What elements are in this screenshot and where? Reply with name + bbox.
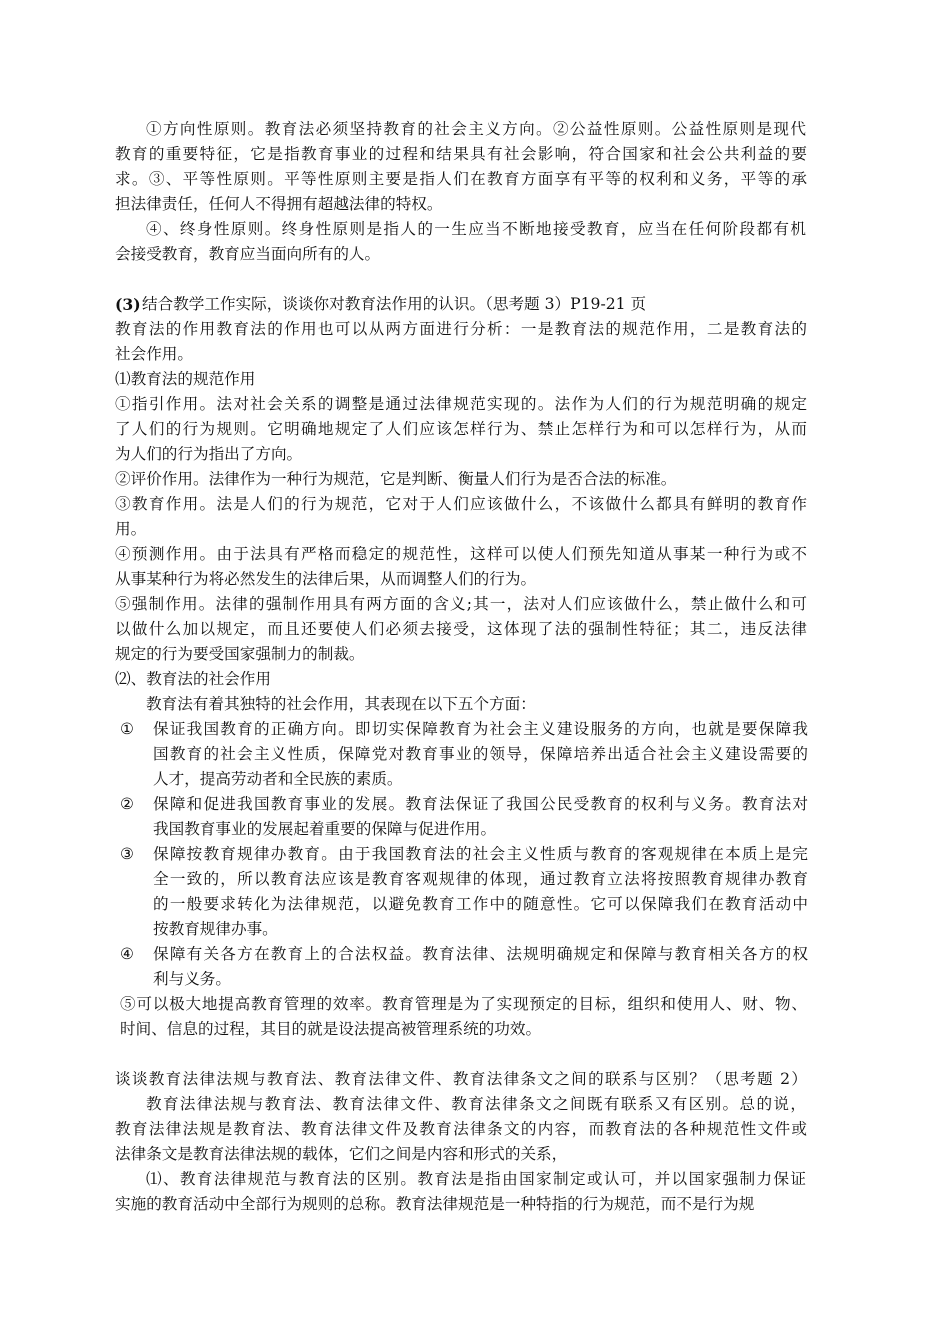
text-line: 利与义务。 <box>153 970 231 988</box>
text-line: 保障和促进我国教育事业的发展。教育法保证了我国公民受教育的权利与义务。教育法对 <box>153 795 808 813</box>
text-line: 保证我国教育的正确方向。即切实保障教育为社会主义建设服务的方向，也就是要保障我 <box>153 720 808 738</box>
text-line: 教育法律法规与教育法、教育法律文件、教育法律条文之间既有联系又有区别。总的说， <box>146 1095 806 1113</box>
text-line: ⑴、教育法律规范与教育法的区别。教育法是指由国家制定或认可，并以国家强制力保证 <box>146 1170 806 1188</box>
text-line: ③ <box>120 845 134 863</box>
text-line: 以做什么加以规定，而且还要使人们必须去接受，这体现了法的强制性特征；其二，违反法律 <box>115 620 807 638</box>
text-line: 为人们的行为指出了方向。 <box>115 445 303 463</box>
text-line: 法律条文是教育法律法规的载体，它们之间是内容和形式的关系， <box>115 1145 568 1163</box>
text-line: 从事某种行为将必然发生的法律后果，从而调整人们的行为。 <box>115 570 537 588</box>
text-line: 人才，提高劳动者和全民族的素质。 <box>153 770 403 788</box>
text-line: 按教育规律办事。 <box>153 920 278 938</box>
text-line: 求。③、平等性原则。平等性原则主要是指人们在教育方面享有平等的权利和义务，平等的承 <box>115 170 807 188</box>
text-line: 教育法的作用教育法的作用也可以从两方面进行分析：一是教育法的规范作用，二是教育法的 <box>115 320 807 338</box>
text-line: ⑴教育法的规范作用 <box>115 370 256 388</box>
text-line: ③教育作用。法是人们的行为规范，它对于人们应该做什么，不该做什么都具有鲜明的教育作 <box>115 495 807 513</box>
text-line: 教育的重要特征，它是指教育事业的过程和结果具有社会影响，符合国家和社会公共利益的要 <box>115 145 807 163</box>
text-line: 规定的行为要受国家强制力的制裁。 <box>115 645 365 663</box>
text-line: ①方向性原则。教育法必须坚持教育的社会主义方向。②公益性原则。公益性原则是现代 <box>146 120 806 138</box>
text-line: 我国教育事业的发展起着重要的保障与促进作用。 <box>153 820 497 838</box>
text-line: 了人们的行为规则。它明确地规定了人们应该怎样行为、禁止怎样行为和可以怎样行为，从而 <box>115 420 807 438</box>
text-line: ⑤可以极大地提高教育管理的效率。教育管理是为了实现预定的目标，组织和使用人、财、物、 <box>120 995 807 1013</box>
text-line: (3) <box>115 295 141 314</box>
text-line: ⑤强制作用。法律的强制作用具有两方面的含义;其一，法对人们应该做什么，禁止做什么和可 <box>115 595 807 613</box>
text-line: ① <box>120 720 134 738</box>
text-line: ②评价作用。法律作为一种行为规范，它是判断、衡量人们行为是否合法的标准。 <box>115 470 677 488</box>
text-line: 教育法有着其独特的社会作用，其表现在以下五个方面： <box>146 695 536 713</box>
text-line: ①指引作用。法对社会关系的调整是通过法律规范实现的。法作为人们的行为规范明确的规定 <box>115 395 807 413</box>
text-line: 社会作用。 <box>115 345 193 363</box>
text-line: ④、终身性原则。终身性原则是指人的一生应当不断地接受教育，应当在任何阶段都有机 <box>146 220 806 238</box>
text-line: 保障按教育规律办教育。由于我国教育法的社会主义性质与教育的客观规律在本质上是完 <box>153 845 808 863</box>
text-line: 会接受教育，教育应当面向所有的人。 <box>115 245 381 263</box>
text-line: 担法律责任，任何人不得拥有超越法律的特权。 <box>115 195 443 213</box>
text-line: 全一致的，所以教育法应该是教育客观规律的体现，通过教育立法将按照教育规律办教育 <box>153 870 808 888</box>
text-line: 谈谈教育法律法规与教育法、教育法律文件、教育法律条文之间的联系与区别？（思考题 2） <box>115 1070 807 1088</box>
text-line: 结合教学工作实际，谈谈你对教育法作用的认识。（思考题 3）P19-21 页 <box>142 295 647 313</box>
text-line: ④ <box>120 945 134 963</box>
text-line: 实施的教育活动中全部行为规则的总称。教育法律规范是一种特指的行为规范，而不是行为规 <box>115 1195 755 1213</box>
text-line: 保障有关各方在教育上的合法权益。教育法律、法规明确规定和保障与教育相关各方的权 <box>153 945 808 963</box>
text-line: ② <box>120 795 134 813</box>
text-line: ⑵、教育法的社会作用 <box>115 670 271 688</box>
text-line: 的一般要求转化为法律规范，以避免教育工作中的随意性。它可以保障我们在教育活动中 <box>153 895 808 913</box>
text-line: 时间、信息的过程，其目的就是设法提高被管理系统的功效。 <box>120 1020 542 1038</box>
text-line: 用。 <box>115 520 147 538</box>
text-line: 国教育的社会主义性质，保障党对教育事业的领导，保障培养出适合社会主义建设需要的 <box>153 745 808 763</box>
text-line: ④预测作用。由于法具有严格而稳定的规范性，这样可以使人们预先知道从事某一种行为或不 <box>115 545 807 563</box>
text-line: 教育法律法规是教育法、教育法律文件及教育法律条文的内容，而教育法的各种规范性文件或 <box>115 1120 807 1138</box>
